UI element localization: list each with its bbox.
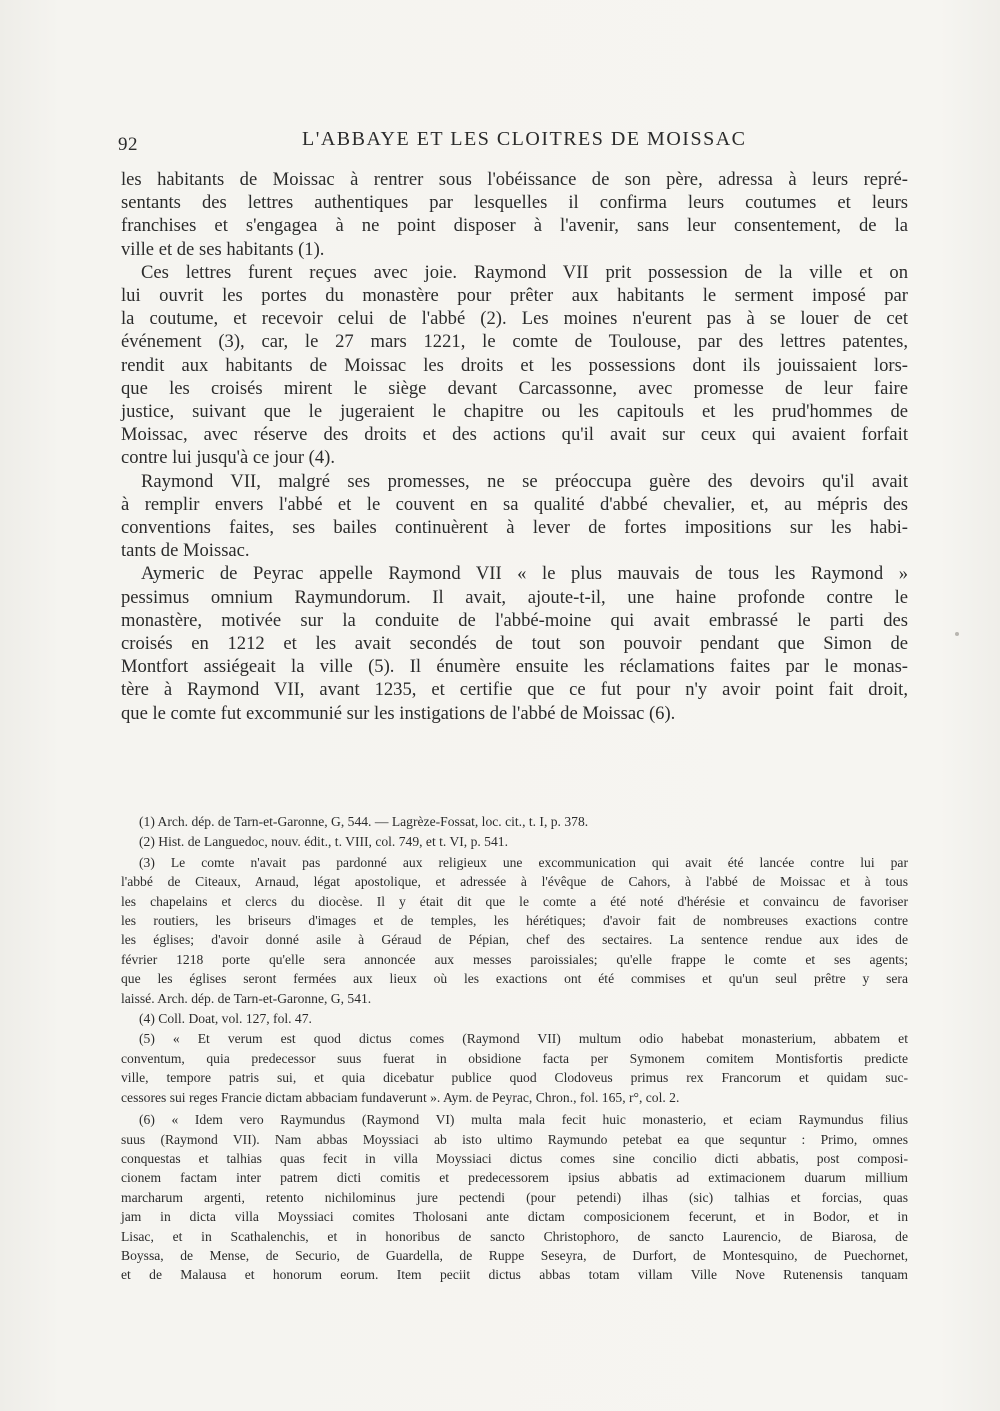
text-line: Montfort assiégeait la ville (5). Il énumère ensuite les réclamations faites par le monas- xyxy=(121,656,908,678)
text-line: que le comte fut excommunié sur les instigations de l'abbé de Moissac (6). xyxy=(121,702,676,724)
footnote-line: laissé. Arch. dép. de Tarn-et-Garonne, G, 541. xyxy=(121,990,372,1006)
footnote-line: ville, tempore patris sui, et quia dicebatur publice quod Clodoveus primus rex Francorum et quidam suc- xyxy=(121,1070,908,1086)
footnote-line: cessores sui reges Francie dictam abbaciam fundaverunt ». Aym. de Peyrac, Chron., fol. 165, r°, col. 2. xyxy=(121,1089,680,1105)
text-line: monastère, motivée sur la conduite de l'abbé-moine qui avait embrassé le parti des xyxy=(121,609,908,631)
footnote-1 xyxy=(121,812,908,831)
paragraph-2 xyxy=(121,261,908,470)
text-line: Raymond VII, malgré ses promesses, ne se préoccupa guère des devoirs qu'il avait xyxy=(141,470,908,492)
footnote-line: et de Malausa et honorum eorum. Item peciit dictus abbas totam villam Ville Nove Rutenensis tanquam xyxy=(121,1267,908,1283)
text-line: pessimus omnium Raymundorum. Il avait, ajoute-t-il, une haine profonde contre le xyxy=(121,586,908,608)
text-line: que les croisés mirent le siège devant Carcassonne, avec promesse de leur faire xyxy=(121,377,908,399)
text-line: les habitants de Moissac à rentrer sous l'obéissance de son père, adressa à leurs repré- xyxy=(121,169,908,190)
text-line: la coutume, et recevoir celui de l'abbé (2). Les moines n'eurent pas à se louer de cet xyxy=(121,308,908,330)
text-line: ville et de ses habitants (1). xyxy=(121,238,325,260)
footnote-line: (1) Arch. dép. de Tarn-et-Garonne, G, 544. — Lagrèze-Fossat, loc. cit., t. I, p. 378. xyxy=(139,814,589,829)
footnote-line: (4) Coll. Doat, vol. 127, fol. 47. xyxy=(139,1011,312,1027)
text-line: rendit aux habitants de Moissac les droits et les possessions dont ils jouissaient lors- xyxy=(121,354,908,376)
page-header xyxy=(118,128,910,158)
footnote-3 xyxy=(121,853,908,1008)
footnote-6 xyxy=(121,1110,908,1285)
footnote-line: l'abbé de Citeaux, Arnaud, légat apostolique, et adressée à l'évêque de Cahors, à l'abbé de Moissac et à tous xyxy=(121,874,908,890)
footnote-2 xyxy=(121,832,908,851)
footnote-line: (3) Le comte n'avait pas pardonné aux religieux une excommunication qui avait été lancée contre lui par xyxy=(139,854,908,870)
footnote-line: jam in dicta villa Moyssiaci comites Tholosani ante dictam composicionem fecerunt, et in Bodor, et in xyxy=(121,1209,908,1225)
footnotes xyxy=(121,812,908,1286)
text-line: tère à Raymond VII, avant 1235, et certifie que ce fut pour n'y avoir point fait droit, xyxy=(121,679,908,701)
paper-speck xyxy=(955,632,959,636)
paragraph-3 xyxy=(121,470,908,563)
footnote-line: (2) Hist. de Languedoc, nouv. édit., t. VIII, col. 749, et t. VI, p. 541. xyxy=(139,834,508,850)
text-line: tants de Moissac. xyxy=(121,540,250,562)
text-line: sentants des lettres authentiques par lesquelles il confirma leurs coutumes et leurs xyxy=(121,192,908,214)
text-line: conventions faites, ses bailes continuèrent à lever de fortes impositions sur les habi- xyxy=(121,517,908,539)
footnote-5 xyxy=(121,1029,908,1107)
text-line: lui ouvrit les portes du monastère pour prêter aux habitants le serment imposé par xyxy=(121,285,908,307)
paragraph-4 xyxy=(121,562,908,724)
footnote-line: les églises; d'avoir donné asile à Géraud de Pépian, chef des sectaires. La sentence rendue aux ides de xyxy=(121,932,908,948)
footnote-line: conventum, quia predecessor suus fuerat in obsidione facta per Symonem comitem Montisfortis predicte xyxy=(121,1050,908,1066)
footnote-line: les routiers, les briseurs d'images et de temples, les hérétiques; d'avoir fait de nombreuses exactions contre xyxy=(121,913,908,929)
text-line: croisés en 1212 et les avait secondés de tout son pouvoir pendant que Simon de xyxy=(121,633,908,655)
text-line: justice, suivant que le jugeraient le chapitre ou les capitouls et les prud'hommes de xyxy=(121,401,908,423)
footnote-line: Boyssa, de Mense, de Securio, de Guardella, de Ruppe Seseyra, de Durfort, de Montesquino, de Puechornet, xyxy=(121,1247,908,1263)
footnote-line: (5) « Et verum est quod dictus comes (Raymond VII) multum odio habebat monasterium, abbatem et xyxy=(139,1031,908,1047)
footnote-line: les chapelains et clercs du diocèse. Il y était dit que le comte a été noté d'hérésie et convaincu de favoriser xyxy=(121,893,908,909)
main-text xyxy=(121,168,908,725)
footnote-line: Lisac, et in Scathalenchis, et in honoribus de sancto Christophoro, de sancto Laurencio, de Biarosa, de xyxy=(121,1228,908,1244)
text-line: Ces lettres furent reçues avec joie. Raymond VII prit possession de la ville et on xyxy=(141,261,908,283)
footnote-line: (6) « Idem vero Raymundus (Raymond VI) multa mala fecit huic monasterio, et eciam Raymundus filius xyxy=(139,1112,908,1128)
footnote-line: marcharum argenti, retento nichilominus jure pectendi (pour petendi) ilhas (sic) talhias et forcias, quas xyxy=(121,1189,908,1205)
running-title: L'ABBAYE ET LES CLOITRES DE MOISSAC xyxy=(302,128,747,150)
text-line: événement (3), car, le 27 mars 1221, le comte de Toulouse, par des lettres patentes, xyxy=(121,331,908,353)
text-line: Aymeric de Peyrac appelle Raymond VII « le plus mauvais de tous les Raymond » xyxy=(141,563,908,585)
page-number: 92 xyxy=(118,134,138,155)
footnote-4 xyxy=(121,1009,908,1028)
paragraph-1 xyxy=(121,168,908,261)
text-line: à remplir envers l'abbé et le couvent en sa qualité d'abbé chevalier, et, au mépris des xyxy=(121,493,908,515)
footnote-line: cionem factam inter patrem dicti comitis et predecessorem ipsius abbatis ad extimacionem duarum millium xyxy=(121,1170,908,1186)
footnote-line: conquestas et talhias quas fecit in villa Moyssiaci dictus comes sine concilio dicti abbatis, post composi- xyxy=(121,1150,908,1166)
footnote-line: suus (Raymond VII). Nam abbas Moyssiaci ab isto ultimo Raymundo petebat ea que sequntur : Primo, omnes xyxy=(121,1131,908,1147)
footnote-line: que les églises seront fermées aux lieux où les exactions ont été commises et qu'un seul prêtre y sera xyxy=(121,971,908,987)
text-line: Moissac, avec réserve des droits et des actions qu'il avait sur ceux qui avaient forfait xyxy=(121,424,908,446)
footnote-line: février 1218 porte qu'elle sera annoncée aux messes paroissiales; qu'elle frappe le comte et ses agents; xyxy=(121,951,908,967)
text-line: franchises et s'engagea à ne point disposer à l'avenir, sans leur consentement, de la xyxy=(121,215,908,237)
text-line: contre lui jusqu'à ce jour (4). xyxy=(121,447,336,469)
